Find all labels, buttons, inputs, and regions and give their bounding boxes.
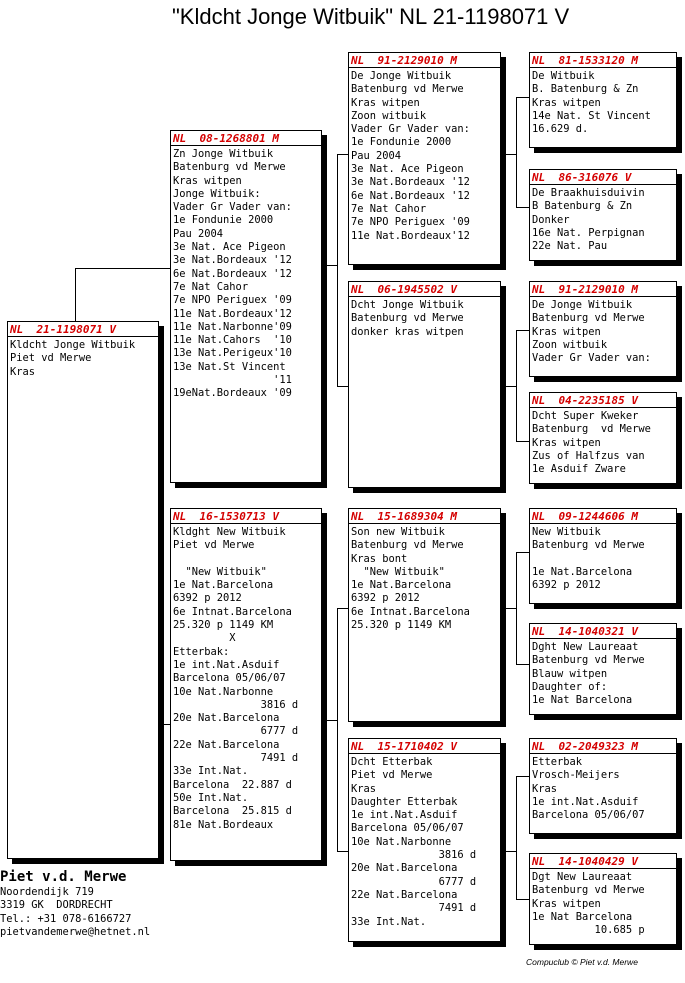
dam-sire-sire-card xyxy=(529,508,677,604)
pedigree-line: 33e Int.Nat. xyxy=(351,915,427,928)
pedigree-line: New Witbuik xyxy=(532,526,601,538)
dam-sire-dam-card xyxy=(529,623,677,715)
ring-number: NL 86-316076 V xyxy=(530,171,676,185)
dam-dam-sire-card xyxy=(529,738,677,834)
pedigree-line: 7491 d xyxy=(351,902,477,915)
pedigree-line: donker kras witpen xyxy=(351,325,464,338)
pedigree-line: Zoon witbuik xyxy=(532,338,608,351)
pedigree-line: 50e Int.Nat. xyxy=(173,791,249,804)
pedigree-line: 1e int.Nat.Asduif xyxy=(532,795,639,808)
pedigree-line: Dcht Jonge Witbuik xyxy=(351,299,464,311)
pedigree-line: Dcht Super Kweker xyxy=(532,410,639,422)
pedigree-line: 14e Nat. St Vincent xyxy=(532,109,651,122)
pedigree-line: Pau 2004 xyxy=(173,227,224,240)
pedigree-line: Piet vd Merwe xyxy=(351,769,433,782)
sire-card xyxy=(170,130,322,483)
pedigree-line: Batenburg vd Merwe xyxy=(351,83,464,96)
pedigree-line: 10.685 p xyxy=(532,924,645,937)
pedigree-line: 11e Nat.Bordeaux'12 xyxy=(173,307,292,320)
pedigree-line: 11e Nat.Bordeaux'12 xyxy=(351,229,470,242)
connector-line xyxy=(75,268,76,324)
pedigree-line: X xyxy=(173,632,236,645)
pedigree-line: Batenburg vd Merwe xyxy=(532,423,651,436)
pedigree-line: Pau 2004 xyxy=(351,149,402,162)
pedigree-line: 3e Nat.Bordeaux '12 xyxy=(173,254,292,267)
pedigree-line: Kras witpen xyxy=(532,436,601,449)
pedigree-line: De Jonge Witbuik xyxy=(351,70,452,82)
ring-number: NL 15-1710402 V xyxy=(349,740,500,754)
pedigree-line: 22e Nat.Barcelona xyxy=(173,738,280,751)
sire-sire-card xyxy=(348,52,501,265)
pedigree-line: 1e Nat Barcelona xyxy=(532,910,633,923)
pedigree-line: Dght New Laureaat xyxy=(532,641,639,653)
pedigree-line: Batenburg vd Merwe xyxy=(351,312,464,325)
pedigree-line: 81e Nat.Bordeaux xyxy=(173,818,274,831)
sire-dam-dam-card xyxy=(529,392,677,484)
pedigree-line: 16e Nat. Perpignan xyxy=(532,226,645,239)
ring-number: NL 15-1689304 M xyxy=(349,510,500,524)
owner-phone: Tel.: +31 078-6166727 xyxy=(0,912,132,925)
pedigree-line: Kras witpen xyxy=(532,897,601,910)
connector-line xyxy=(75,268,171,269)
pedigree-line: 16.629 d. xyxy=(532,123,589,136)
dam-sire-card xyxy=(348,508,501,722)
pedigree-line: Daughter Etterbak xyxy=(351,795,458,808)
ring-number: NL 91-2129010 M xyxy=(530,283,676,297)
pedigree-line: De Jonge Witbuik xyxy=(532,299,633,311)
ring-number: NL 14-1040429 V xyxy=(530,855,676,869)
pedigree-line: 11e Nat.Narbonne'09 xyxy=(173,320,292,333)
dam-dam-dam-card xyxy=(529,853,677,945)
ring-number: NL 14-1040321 V xyxy=(530,625,676,639)
pedigree-line: Barcelona 25.815 d xyxy=(173,805,292,818)
pedigree-line: 13e Nat.St Vincent xyxy=(173,360,286,373)
pedigree-line: 1e Fondunie 2000 xyxy=(173,214,274,227)
dam-dam-card xyxy=(348,738,501,942)
ring-number: NL 09-1244606 M xyxy=(530,510,676,524)
pedigree-line: 6392 p 2012 xyxy=(351,592,420,605)
pedigree-line: Dgt New Laureaat xyxy=(532,871,633,883)
pedigree-line: 1e Nat Barcelona xyxy=(532,694,633,707)
ring-number: NL 06-1945502 V xyxy=(349,283,500,297)
connector-line xyxy=(501,386,517,387)
pedigree-line: 25.320 p 1149 KM xyxy=(173,619,274,632)
owner-name: Piet v.d. Merwe xyxy=(0,869,127,885)
ring-number: NL 02-2049323 M xyxy=(530,740,676,754)
pedigree-line: Kras witpen xyxy=(532,325,601,338)
pedigree-line: 11e Nat.Cahors '10 xyxy=(173,334,292,347)
pedigree-line: Zn Jonge Witbuik xyxy=(173,148,274,160)
connector-line xyxy=(337,154,338,386)
pedigree-line: 6392 p 2012 xyxy=(532,579,601,592)
connector-line xyxy=(516,330,530,331)
connector-line xyxy=(516,97,517,208)
pedigree-line: Dcht Etterbak xyxy=(351,756,433,768)
ring-number: NL 91-2129010 M xyxy=(349,54,500,68)
connector-line xyxy=(501,851,517,852)
connector-line xyxy=(516,330,517,442)
pedigree-line: '11 xyxy=(173,374,292,387)
pedigree-line: Batenburg vd Merwe xyxy=(532,312,645,325)
pedigree-line: Barcelona 05/06/07 xyxy=(532,809,645,822)
connector-line xyxy=(322,720,338,721)
pedigree-line: 1e Nat.Barcelona xyxy=(351,579,452,592)
pedigree-line: Kras witpen xyxy=(351,96,420,109)
pedigree-line: Piet vd Merwe xyxy=(173,539,255,552)
pedigree-line: Batenburg vd Merwe xyxy=(532,539,645,552)
pedigree-line: Kras xyxy=(532,782,558,795)
connector-line xyxy=(337,608,338,851)
pedigree-line: Batenburg vd Merwe xyxy=(532,654,645,667)
pedigree-line: 22e Nat. Pau xyxy=(532,240,608,253)
sire-sire-dam-card xyxy=(529,169,677,261)
pedigree-line: 6e Intnat.Barcelona xyxy=(173,605,292,618)
pedigree-line: Vader Gr Vader van: xyxy=(351,123,470,136)
page-title: "Kldcht Jonge Witbuik" NL 21-1198071 V xyxy=(172,4,570,29)
pedigree-line: 1e Fondunie 2000 xyxy=(351,136,452,149)
pedigree-line: Batenburg vd Merwe xyxy=(351,539,464,552)
sire-dam-sire-card xyxy=(529,281,677,377)
pedigree-line: Etterbak: xyxy=(173,645,230,658)
pedigree-line: 7e Nat Cahor xyxy=(173,280,249,293)
pedigree-line: Batenburg vd Merwe xyxy=(173,161,286,174)
pedigree-line: "New Witbuik" xyxy=(173,565,267,578)
ring-number: NL 04-2235185 V xyxy=(530,394,676,408)
pedigree-line: 10e Nat.Narbonne xyxy=(351,835,452,848)
pedigree-line: Kldcht Jonge Witbuik xyxy=(10,339,136,351)
pedigree-line: Donker xyxy=(532,213,570,226)
pedigree-line: 6e Nat.Bordeaux '12 xyxy=(351,189,470,202)
pedigree-line: Kras witpen xyxy=(532,96,601,109)
pedigree-line: 25.320 p 1149 KM xyxy=(351,619,452,632)
pedigree-line: 20e Nat.Barcelona xyxy=(173,712,280,725)
pedigree-line: 7e NPO Periguex '09 xyxy=(351,216,470,229)
subject-pigeon-card xyxy=(7,321,159,859)
pedigree-line: 13e Nat.Perigeux'10 xyxy=(173,347,292,360)
owner-city: 3319 GK DORDRECHT xyxy=(0,899,113,912)
pedigree-line: Zus of Halfzus van xyxy=(532,449,645,462)
pedigree-line: 19eNat.Bordeaux '09 xyxy=(173,387,292,400)
owner-email: pietvandemerwe@hetnet.nl xyxy=(0,925,151,938)
pedigree-line: Etterbak xyxy=(532,756,583,768)
connector-line xyxy=(516,664,530,665)
pedigree-line: 20e Nat.Barcelona xyxy=(351,862,458,875)
pedigree-line: Jonge Witbuik: xyxy=(173,187,261,200)
pedigree-line: 7491 d xyxy=(173,752,299,765)
pedigree-line xyxy=(532,553,674,566)
pedigree-line: Son new Witbuik xyxy=(351,526,445,538)
pedigree-line: 1e int.Nat.Asduif xyxy=(351,809,458,822)
sire-sire-sire-card xyxy=(529,52,677,148)
pedigree-line: B Batenburg & Zn xyxy=(532,200,633,213)
connector-line xyxy=(322,265,338,266)
pedigree-line: Piet vd Merwe xyxy=(10,352,92,365)
pedigree-line: De Braakhuisduivin xyxy=(532,187,645,199)
ring-number: NL 81-1533120 M xyxy=(530,54,676,68)
pedigree-line: 10e Nat.Narbonne xyxy=(173,685,274,698)
connector-line xyxy=(516,776,530,777)
pedigree-line: Kras bont xyxy=(351,552,408,565)
owner-block xyxy=(0,868,150,939)
pedigree-line: Kras xyxy=(10,365,36,378)
connector-line xyxy=(516,552,530,553)
pedigree-line: Daughter of: xyxy=(532,680,608,693)
pedigree-line: 6392 p 2012 xyxy=(173,592,242,605)
pedigree-line: Barcelona 22.887 d xyxy=(173,778,292,791)
pedigree-line: "New Witbuik" xyxy=(351,565,445,578)
pedigree-line: 3e Nat.Bordeaux '12 xyxy=(351,176,470,189)
pedigree-line: 6777 d xyxy=(173,725,299,738)
pedigree-line: 22e Nat.Barcelona xyxy=(351,888,458,901)
pedigree-line: Kras witpen xyxy=(173,174,242,187)
pedigree-line: Kldght New Witbuik xyxy=(173,526,286,538)
connector-line xyxy=(516,97,530,98)
ring-number: NL 08-1268801 M xyxy=(171,132,321,146)
pedigree-line: 1e int.Nat.Asduif xyxy=(173,658,280,671)
connector-line xyxy=(516,441,530,442)
pedigree-line: Kras xyxy=(351,782,377,795)
pedigree-line: 1e Asduif Zware xyxy=(532,463,626,476)
connector-line xyxy=(516,207,530,208)
footer-credit: Compuclub © Piet v.d. Merwe xyxy=(526,957,638,967)
pedigree-line: B. Batenburg & Zn xyxy=(532,83,639,96)
pedigree-line: 7e Nat Cahor xyxy=(351,202,427,215)
pedigree-line: Vrosch-Meijers xyxy=(532,769,620,782)
pedigree-line: Vader Gr Vader van: xyxy=(173,201,292,214)
pedigree-line: 3e Nat. Ace Pigeon xyxy=(173,241,286,254)
pedigree-line: Zoon witbuik xyxy=(351,109,427,122)
pedigree-line: 3816 d xyxy=(351,849,477,862)
ring-number: NL 21-1198071 V xyxy=(8,323,158,337)
pedigree-line: 1e Nat.Barcelona xyxy=(532,565,633,578)
pedigree-line: 3816 d xyxy=(173,698,299,711)
connector-line xyxy=(501,154,517,155)
pedigree-line: Barcelona 05/06/07 xyxy=(351,822,464,835)
pedigree-line: 6777 d xyxy=(351,875,477,888)
owner-address: Noordendijk 719 xyxy=(0,886,94,898)
pedigree-line: Barcelona 05/06/07 xyxy=(173,672,286,685)
pedigree-line: 7e NPO Periguex '09 xyxy=(173,294,292,307)
pedigree-line xyxy=(173,553,319,566)
pedigree-line: 1e Nat.Barcelona xyxy=(173,579,274,592)
dam-card xyxy=(170,508,322,861)
pedigree-line: Vader Gr Vader van: xyxy=(532,352,651,365)
connector-line xyxy=(516,899,530,900)
pedigree-line: Batenburg vd Merwe xyxy=(532,884,645,897)
connector-line xyxy=(516,776,517,900)
pedigree-line: Blauw witpen xyxy=(532,667,608,680)
connector-line xyxy=(516,552,517,665)
pedigree-line: 6e Intnat.Barcelona xyxy=(351,605,470,618)
pedigree-line: 6e Nat.Bordeaux '12 xyxy=(173,267,292,280)
pedigree-line: 33e Int.Nat. xyxy=(173,765,249,778)
connector-line xyxy=(501,608,517,609)
sire-dam-card xyxy=(348,281,501,488)
pedigree-line: 3e Nat. Ace Pigeon xyxy=(351,163,464,176)
ring-number: NL 16-1530713 V xyxy=(171,510,321,524)
pedigree-line: De Witbuik xyxy=(532,70,595,82)
